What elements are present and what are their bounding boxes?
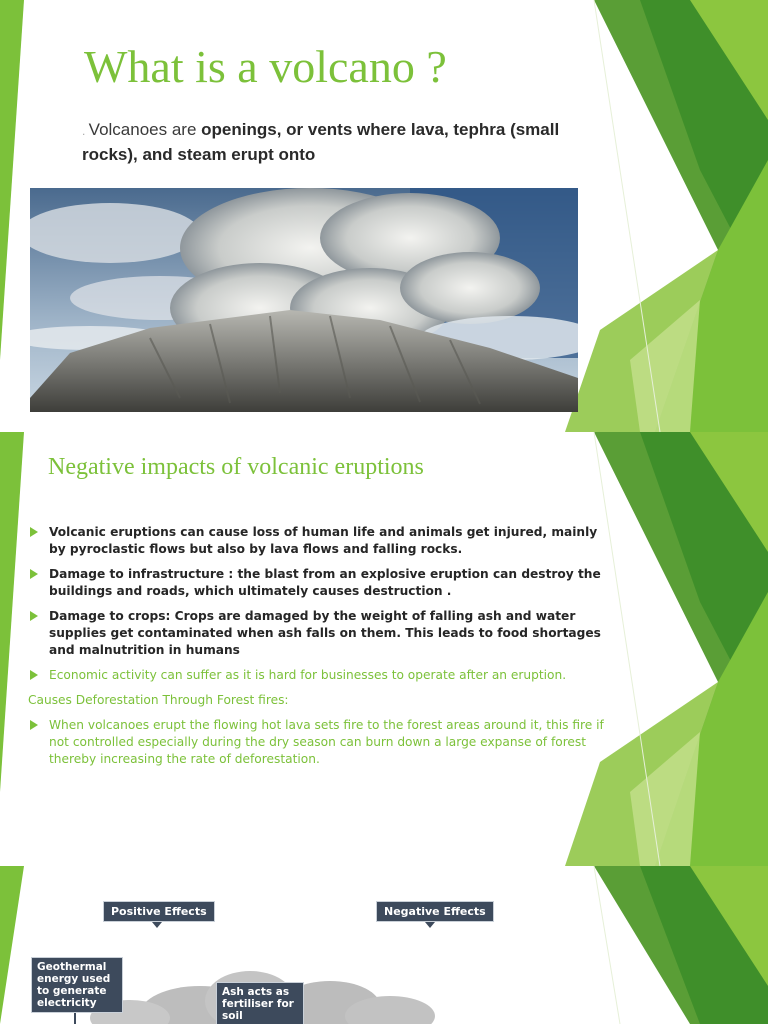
slide-title: Negative impacts of volcanic eruptions xyxy=(48,454,424,480)
arrow-bullet-icon xyxy=(30,670,38,680)
arrow-bullet-icon xyxy=(30,527,38,537)
impacts-list xyxy=(28,524,610,776)
slide-negative-impacts xyxy=(0,432,768,866)
list-item: Damage to infrastructure : the blast from an explosive eruption can destroy the buildings and roads, which ultimately causes destruction . xyxy=(28,566,610,600)
positive-effects-label: Positive Effects xyxy=(103,901,215,922)
list-item: Economic activity can suffer as it is hard for businesses to operate after an eruption. xyxy=(28,667,610,684)
ash-fertiliser-box: Ash acts as fertiliser for soil xyxy=(216,982,304,1024)
list-item: Damage to crops: Crops are damaged by the weight of falling ash and water supplies get contaminated when ash falls on them. This leads to food shortages and malnutrition in humans xyxy=(28,608,610,659)
volcano-eruption-photo xyxy=(30,188,578,412)
slide-title: What is a volcano ? xyxy=(84,41,447,92)
arrow-bullet-icon xyxy=(30,720,38,730)
list-item: When volcanoes erupt the flowing hot lava sets fire to the forest areas around it, this fire if not controlled especially during the dry season can burn down a large expanse of forest thereby increasing the rate of deforestation. xyxy=(28,717,610,768)
arrow-bullet-icon xyxy=(30,569,38,579)
label-pointer xyxy=(152,922,162,928)
slide-volcano-definition xyxy=(0,0,768,432)
definition-prefix: . xyxy=(82,124,89,138)
definition-bold: openings, or vents where lava, tephra (small rocks), and steam erupt onto xyxy=(82,120,560,164)
arrow-bullet-icon xyxy=(30,611,38,621)
slide-effects-diagram xyxy=(0,866,768,1024)
deforestation-subheading: Causes Deforestation Through Forest fires: xyxy=(28,693,289,707)
negative-effects-label: Negative Effects xyxy=(376,901,494,922)
label-pointer xyxy=(425,922,435,928)
volcano-definition-text xyxy=(82,118,582,166)
geothermal-energy-box: Geothermal energy used to generate electricity xyxy=(31,957,123,1013)
list-item: Volcanic eruptions can cause loss of human life and animals get injured, mainly by pyroclastic flows but also by lava flows and falling rocks. xyxy=(28,524,610,558)
definition-lead: Volcanoes are xyxy=(88,120,202,139)
